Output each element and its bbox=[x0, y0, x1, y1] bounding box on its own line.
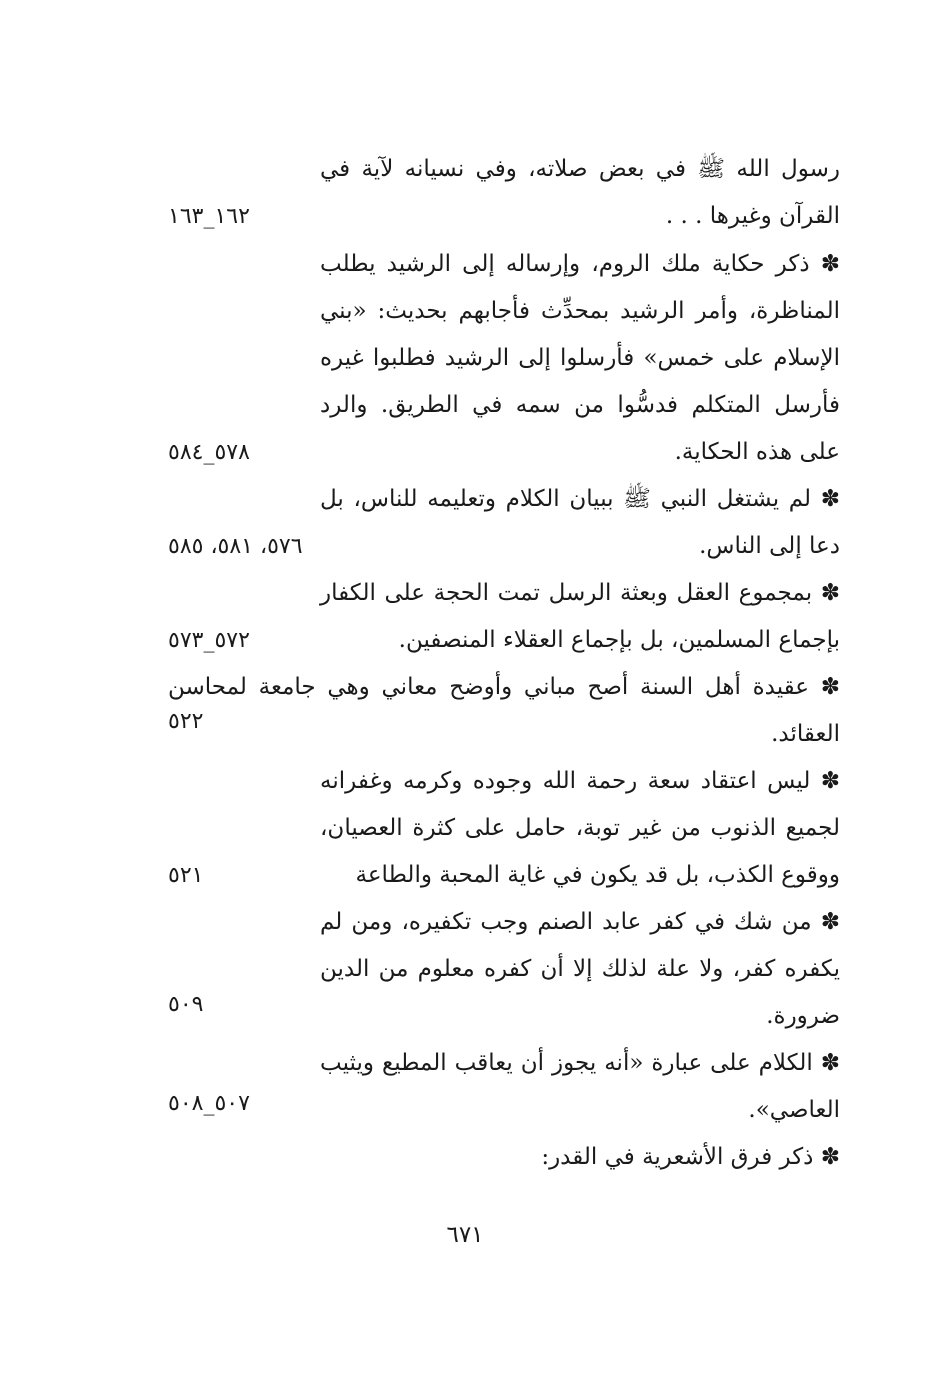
entry-page-refs: ٥٧٨_٥٨٤ bbox=[168, 440, 250, 465]
entry-text: رسول الله ﷺ في بعض صلاته، وفي نسيانه لآية في القرآن وغيرها . . . bbox=[320, 156, 840, 229]
entry-text: ✽ الكلام على عبارة «أنه يجوز أن يعاقب المطيع ويثيب العاصي». bbox=[320, 1050, 840, 1123]
entry-page-refs: ٥٢١ bbox=[168, 863, 204, 888]
index-entry bbox=[160, 899, 840, 1040]
entry-text: ✽ ذكر فرق الأشعرية في القدر: bbox=[541, 1144, 840, 1170]
entry-page-refs: ٥٠٩ bbox=[168, 992, 204, 1017]
entry-page-refs: ٥٧٢_٥٧٣ bbox=[168, 628, 250, 653]
page-number: ٦٧١ bbox=[446, 1222, 484, 1248]
index-entry bbox=[160, 570, 840, 664]
entry-text: ✽ لم يشتغل النبي ﷺ ببيان الكلام وتعليمه للناس، بل دعا إلى الناس. bbox=[320, 486, 840, 559]
index-entry bbox=[160, 758, 840, 899]
entry-page-refs: ٥٠٧_٥٠٨ bbox=[168, 1091, 250, 1116]
index-entry bbox=[160, 1040, 840, 1134]
index-entry bbox=[160, 664, 840, 758]
entry-text: ✽ من شك في كفر عابد الصنم وجب تكفيره، ومن لم يكفره كفر، ولا علة لذلك إلا أن كفره معلوم من الدين ضرورة. bbox=[320, 909, 840, 1029]
index-entry bbox=[160, 146, 840, 240]
index-entry bbox=[160, 241, 840, 476]
entry-page-refs: ٥٧٦، ٥٨١، ٥٨٥ bbox=[168, 534, 303, 559]
entry-text: ✽ بمجموع العقل وبعثة الرسل تمت الحجة على الكفار بإجماع المسلمين، بل بإجماع العقلاء المنصفين. bbox=[320, 580, 840, 653]
entry-page-refs: ١٦٢_١٦٣ bbox=[168, 204, 250, 229]
index-entry bbox=[160, 476, 840, 570]
entry-text: ✽ ليس اعتقاد سعة رحمة الله وجوده وكرمه وغفرانه لجميع الذنوب من غير توبة، حامل على كثرة العصيان، ووقوع الكذب، بل قد يكون في غاية المحبة والطاعة bbox=[320, 768, 840, 888]
entry-text: ✽ ذكر حكاية ملك الروم، وإرساله إلى الرشيد يطلب المناظرة، وأمر الرشيد بمحدِّث فأجابهم بحديث: «بني الإسلام على خمس» فأرسلوا إلى الرشيد فطلبوا غيره فأرسل المتكلم فدسُّوا من سمه في الطريق. والرد على هذه الحكاية. bbox=[320, 251, 840, 465]
entry-text: ✽ عقيدة أهل السنة أصح مباني وأوضح معاني وهي جامعة لمحاسن العقائد. bbox=[168, 674, 840, 747]
entry-page-refs: ٥٢٢ bbox=[168, 709, 204, 734]
index-entry bbox=[160, 1134, 840, 1181]
